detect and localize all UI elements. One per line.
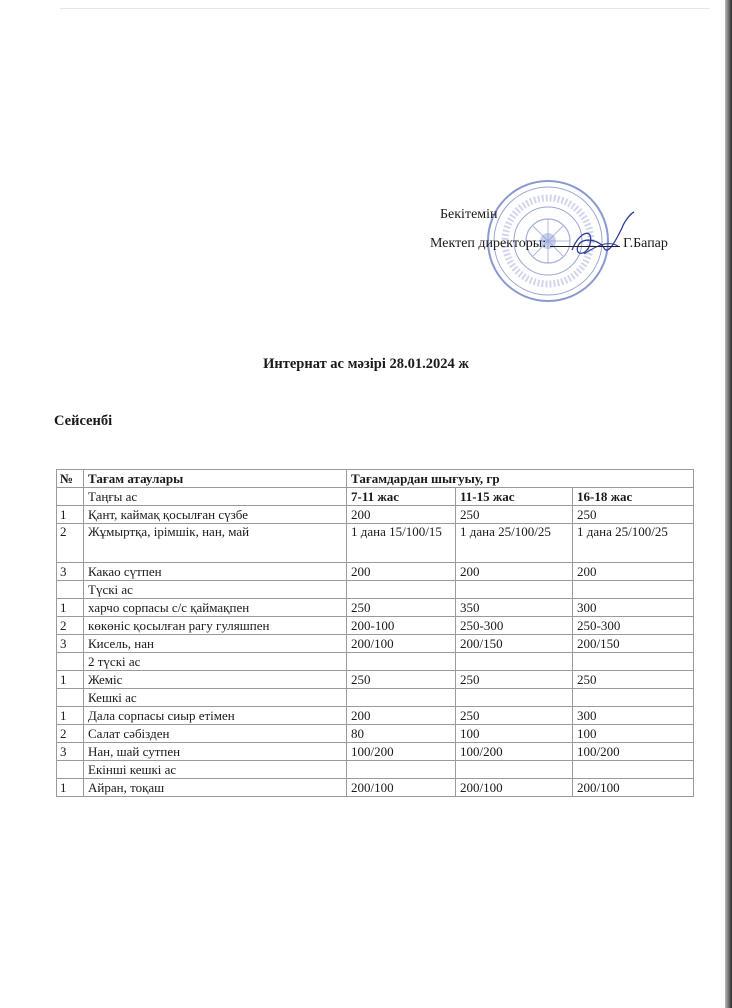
portion-value: 300 — [573, 599, 694, 617]
row-number: 1 — [57, 671, 84, 689]
portion-value: 200/150 — [456, 635, 573, 653]
section-num-cell — [57, 689, 84, 707]
approve-word: Бекітемін — [440, 207, 498, 222]
portion-value: 250 — [456, 707, 573, 725]
portion-value: 80 — [347, 725, 456, 743]
approval-block — [430, 206, 668, 253]
section-num-cell — [57, 653, 84, 671]
portion-value: 250 — [347, 599, 456, 617]
row-number: 2 — [57, 524, 84, 563]
dish-name: Нан, шай сутпен — [84, 743, 347, 761]
section-row — [57, 761, 694, 779]
age-group-header: 11-15 жас — [456, 488, 573, 506]
dish-name: Қант, каймақ қосылған сүзбе — [84, 506, 347, 524]
portion-value: 200 — [347, 563, 456, 581]
row-number: 3 — [57, 743, 84, 761]
row-number: 1 — [57, 506, 84, 524]
table-header-row — [57, 470, 694, 488]
portion-value: 300 — [573, 707, 694, 725]
portion-value: 100 — [456, 725, 573, 743]
row-number: 1 — [57, 599, 84, 617]
empty-cell — [456, 689, 573, 707]
section-title: Түскі ас — [84, 581, 347, 599]
portion-value: 100/200 — [573, 743, 694, 761]
portion-value: 200/100 — [573, 779, 694, 797]
director-name: Г.Бапар — [623, 236, 668, 251]
portion-value: 250 — [573, 506, 694, 524]
dish-name: Жұмыртқа, ірімшік, нан, май — [84, 524, 347, 563]
table-row — [57, 635, 694, 653]
table-row — [57, 743, 694, 761]
empty-cell — [456, 653, 573, 671]
dish-name: Дала сорпасы сиыр етімен — [84, 707, 347, 725]
day-name: Сейсенбі — [54, 413, 113, 429]
portion-value: 250-300 — [573, 617, 694, 635]
section-num-cell — [57, 488, 84, 506]
portion-value: 200/150 — [573, 635, 694, 653]
portion-value: 100/200 — [347, 743, 456, 761]
portion-value: 100 — [573, 725, 694, 743]
section-row — [57, 689, 694, 707]
table-row — [57, 779, 694, 797]
header-name: Тағам атаулары — [84, 470, 347, 488]
table-row — [57, 524, 694, 563]
director-line — [430, 234, 668, 253]
table-row — [57, 599, 694, 617]
row-number: 3 — [57, 635, 84, 653]
table-row — [57, 671, 694, 689]
portion-value: 250 — [456, 671, 573, 689]
empty-cell — [573, 653, 694, 671]
dish-name: көкөніс қосылған рагу гуляшпен — [84, 617, 347, 635]
section-num-cell — [57, 581, 84, 599]
table-row — [57, 506, 694, 524]
page-top-edge — [60, 8, 710, 9]
portion-value: 1 дана 25/100/25 — [456, 524, 573, 563]
menu-table — [56, 469, 694, 797]
empty-cell — [347, 581, 456, 599]
portion-value: 200/100 — [347, 779, 456, 797]
portion-value: 200/100 — [347, 635, 456, 653]
menu-title: Интернат ас мәзірі 28.01.2024 ж — [263, 356, 469, 372]
age-group-header: 16-18 жас — [573, 488, 694, 506]
header-output: Тағамдардан шығуыу, гр — [347, 470, 694, 488]
dish-name: Кисель, нан — [84, 635, 347, 653]
portion-value: 200 — [456, 563, 573, 581]
portion-value: 200 — [347, 707, 456, 725]
section-row — [57, 581, 694, 599]
dish-name: харчо сорпасы с/с қаймақпен — [84, 599, 347, 617]
row-number: 2 — [57, 725, 84, 743]
empty-cell — [456, 581, 573, 599]
section-title: Кешкі ас — [84, 689, 347, 707]
portion-value: 1 дана 15/100/15 — [347, 524, 456, 563]
empty-cell — [347, 689, 456, 707]
row-number: 2 — [57, 617, 84, 635]
header-num: № — [57, 470, 84, 488]
signature-line — [550, 234, 620, 247]
dish-name: Какао сүтпен — [84, 563, 347, 581]
portion-value: 350 — [456, 599, 573, 617]
row-number: 3 — [57, 563, 84, 581]
row-number: 1 — [57, 707, 84, 725]
portion-value: 100/200 — [456, 743, 573, 761]
section-title: 2 түскі ас — [84, 653, 347, 671]
table-row — [57, 707, 694, 725]
empty-cell — [456, 761, 573, 779]
scan-edge-shadow — [725, 0, 732, 1008]
age-group-header: 7-11 жас — [347, 488, 456, 506]
empty-cell — [573, 761, 694, 779]
section-title: Екінші кешкі ас — [84, 761, 347, 779]
dish-name: Жеміс — [84, 671, 347, 689]
section-num-cell — [57, 761, 84, 779]
empty-cell — [573, 689, 694, 707]
portion-value: 250 — [573, 671, 694, 689]
portion-value: 1 дана 25/100/25 — [573, 524, 694, 563]
section-row — [57, 653, 694, 671]
portion-value: 250-300 — [456, 617, 573, 635]
table-row — [57, 725, 694, 743]
dish-name: Айран, тоқаш — [84, 779, 347, 797]
empty-cell — [347, 653, 456, 671]
portion-value: 200 — [573, 563, 694, 581]
dish-name: Салат сәбізден — [84, 725, 347, 743]
section-title: Таңғы ас — [84, 488, 347, 506]
empty-cell — [347, 761, 456, 779]
table-row — [57, 563, 694, 581]
empty-cell — [573, 581, 694, 599]
table-row — [57, 617, 694, 635]
position-label: Мектеп директоры: — [430, 236, 547, 251]
portion-value: 250 — [456, 506, 573, 524]
row-number: 1 — [57, 779, 84, 797]
portion-value: 200 — [347, 506, 456, 524]
section-row — [57, 488, 694, 506]
portion-value: 250 — [347, 671, 456, 689]
portion-value: 200-100 — [347, 617, 456, 635]
portion-value: 200/100 — [456, 779, 573, 797]
